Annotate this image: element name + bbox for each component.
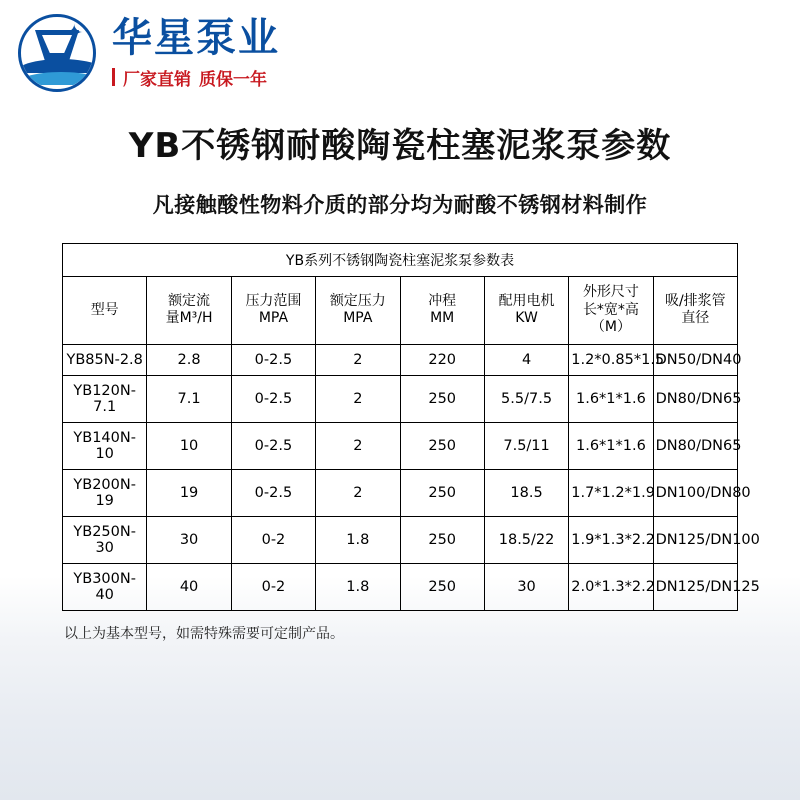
cell-stroke: 250 (400, 563, 484, 610)
cell-pipe: DN125/DN100 (653, 516, 737, 563)
header-stroke: 冲程 MM (400, 277, 484, 345)
page-subtitle: 凡接触酸性物料介质的部分均为耐酸不锈钢材料制作 (152, 193, 648, 217)
cell-motor: 7.5/11 (484, 422, 568, 469)
cell-pressure-range: 0-2.5 (231, 422, 315, 469)
brand-name: 华星泵业 (112, 14, 280, 61)
cell-pressure-range: 0-2.5 (231, 344, 315, 375)
cell-model: YB85N-2.8 (63, 344, 147, 375)
cell-dimensions: 1.7*1.2*1.9 (569, 469, 653, 516)
table-row (63, 344, 738, 375)
cell-rated-pressure: 1.8 (316, 516, 400, 563)
cell-flow: 30 (147, 516, 231, 563)
company-logo-icon (18, 14, 96, 92)
cell-stroke: 250 (400, 375, 484, 422)
slogan-divider-left (112, 68, 115, 86)
cell-flow: 19 (147, 469, 231, 516)
header-pressure-range: 压力范围 MPA (231, 277, 315, 345)
table-row (63, 375, 738, 422)
cell-model: YB250N-30 (63, 516, 147, 563)
cell-pipe: DN80/DN65 (653, 422, 737, 469)
cell-pipe: DN80/DN65 (653, 375, 737, 422)
cell-pressure-range: 0-2.5 (231, 469, 315, 516)
cell-dimensions: 1.2*0.85*1.5 (569, 344, 653, 375)
slogan-left-text: 厂家直销 (123, 69, 191, 90)
cell-motor: 5.5/7.5 (484, 375, 568, 422)
header-motor-power: 配用电机 KW (484, 277, 568, 345)
cell-rated-pressure: 1.8 (316, 563, 400, 610)
cell-dimensions: 1.6*1*1.6 (569, 375, 653, 422)
cell-flow: 40 (147, 563, 231, 610)
cell-rated-pressure: 2 (316, 375, 400, 422)
spec-table-container (62, 243, 760, 611)
slogan-left-text: 质保一年 (199, 69, 267, 90)
header-rated-pressure: 额定压力 MPA (316, 277, 400, 345)
cell-pipe: DN50/DN40 (653, 344, 737, 375)
cell-dimensions: 1.6*1*1.6 (569, 422, 653, 469)
brand-header (0, 0, 800, 92)
table-row (63, 469, 738, 516)
cell-motor: 18.5 (484, 469, 568, 516)
table-caption: YB系列不锈钢陶瓷柱塞泥浆泵参数表 (63, 244, 738, 277)
header-pipe-diameter: 吸/排浆管 直径 (653, 277, 737, 345)
cell-model: YB120N-7.1 (63, 375, 147, 422)
cell-rated-pressure: 2 (316, 422, 400, 469)
header-rated-flow: 额定流 量M³/H (147, 277, 231, 345)
cell-model: YB140N-10 (63, 422, 147, 469)
cell-model: YB200N-19 (63, 469, 147, 516)
cell-flow: 10 (147, 422, 231, 469)
cell-pressure-range: 0-2.5 (231, 375, 315, 422)
table-caption-row (63, 244, 738, 277)
table-row (63, 422, 738, 469)
cell-pressure-range: 0-2 (231, 563, 315, 610)
cell-rated-pressure: 2 (316, 344, 400, 375)
cell-motor: 4 (484, 344, 568, 375)
cell-stroke: 250 (400, 422, 484, 469)
cell-motor: 30 (484, 563, 568, 610)
cell-flow: 7.1 (147, 375, 231, 422)
cell-model: YB300N-40 (63, 563, 147, 610)
table-row (63, 563, 738, 610)
cell-stroke: 250 (400, 516, 484, 563)
cell-stroke: 250 (400, 469, 484, 516)
cell-dimensions: 1.9*1.3*2.2 (569, 516, 653, 563)
header-dimensions: 外形尺寸 长*宽*高（M） (569, 277, 653, 345)
page-title: YB不锈钢耐酸陶瓷柱塞泥浆泵参数 (128, 126, 672, 166)
logo-wave-light (18, 72, 96, 85)
cell-flow: 2.8 (147, 344, 231, 375)
sparkle-icon: ✦ (65, 20, 84, 45)
header-model: 型号 (63, 277, 147, 345)
cell-dimensions: 2.0*1.3*2.2 (569, 563, 653, 610)
brand-slogan (112, 65, 280, 90)
cell-stroke: 220 (400, 344, 484, 375)
brand-text (112, 14, 280, 90)
cell-pressure-range: 0-2 (231, 516, 315, 563)
table-header-row (63, 277, 738, 345)
footnote: 以上为基本型号，如需特殊需要可定制产品。 (64, 625, 344, 642)
spec-table (62, 243, 760, 611)
table-row (63, 516, 738, 563)
cell-pipe: DN100/DN80 (653, 469, 737, 516)
cell-motor: 18.5/22 (484, 516, 568, 563)
logo-wave-dark (18, 59, 96, 73)
cell-rated-pressure: 2 (316, 469, 400, 516)
cell-pipe: DN125/DN125 (653, 563, 737, 610)
